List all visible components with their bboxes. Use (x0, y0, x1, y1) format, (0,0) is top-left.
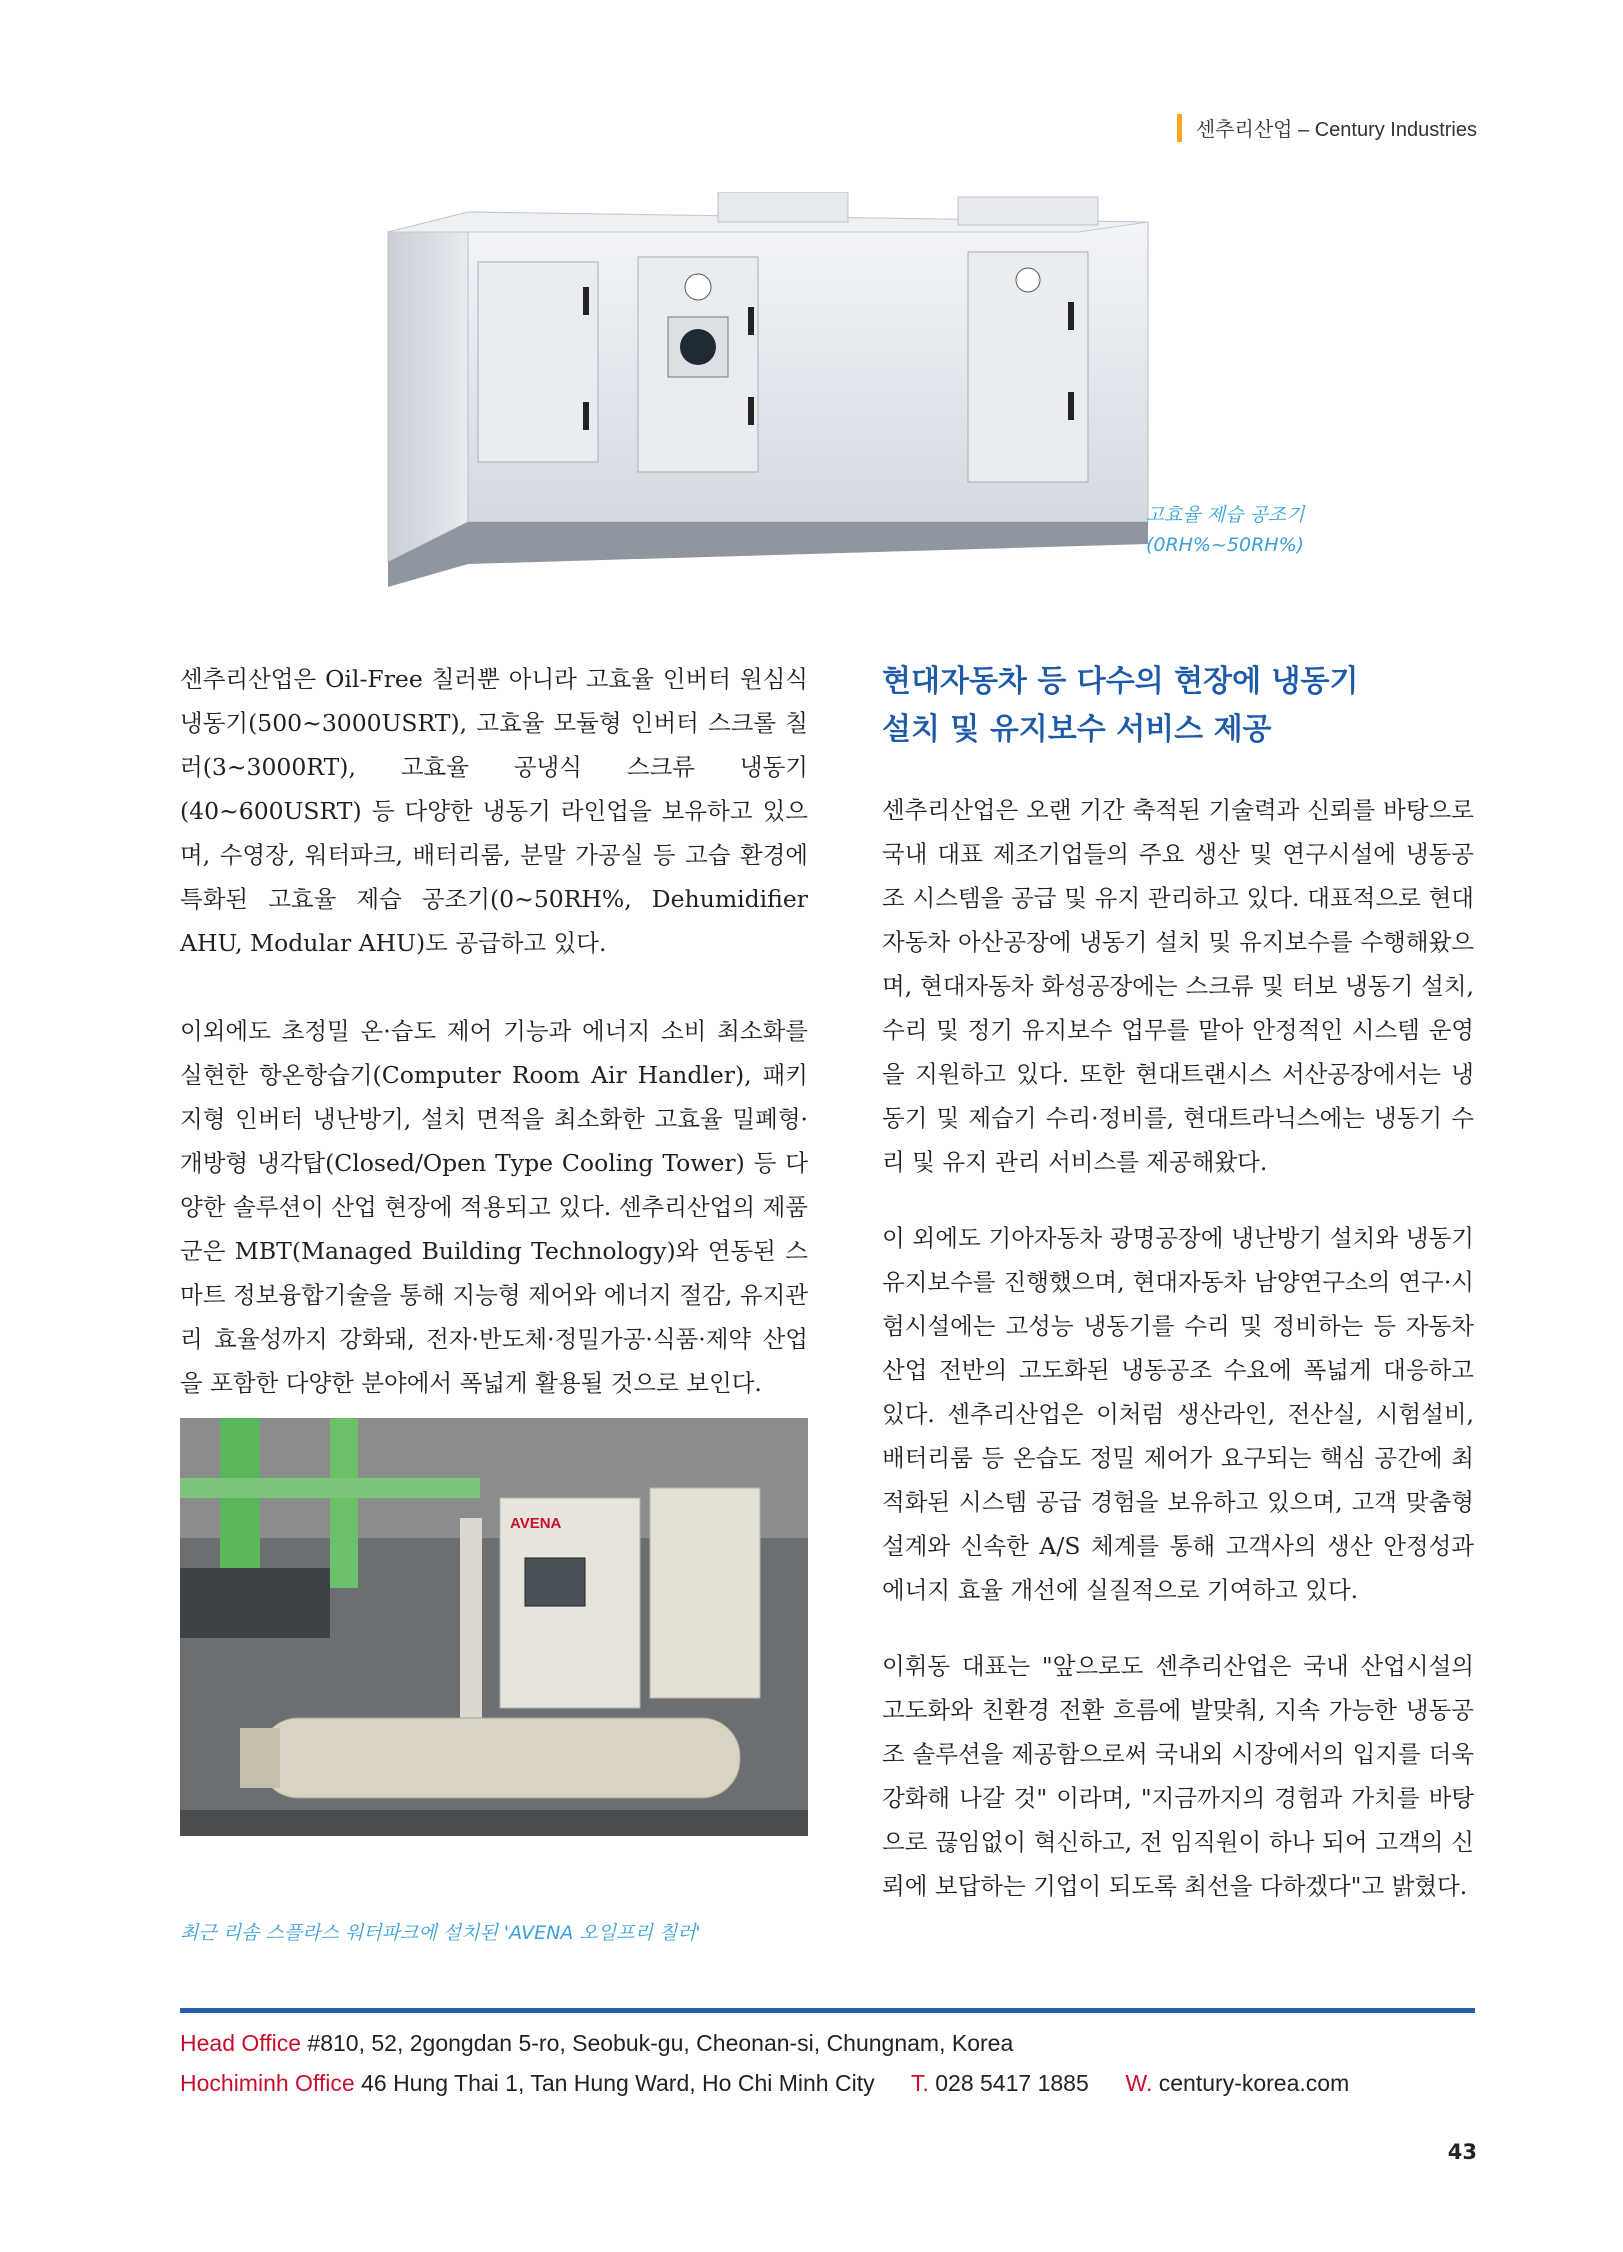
left-paragraph-2: 이외에도 초정밀 온·습도 제어 기능과 에너지 소비 최소화를 실현한 항온항습기(Computer Room Air Handler), 패키지형 인버터 냉난방기, 설치 면적을 최소화한 고효율 밀폐형·개방형 냉각탑(Closed/Open Type Cooling Tower) 등 다양한 솔루션이 산업 현장에 적용되고 있다. 센추리산업의 제품군은 MBT(Managed Building Technology)와 연동된 스마트 정보융합기술을 통해 지능형 제어와 에너지 절감, 유지관리 효율성까지 강화돼, 전자·반도체·정밀가공·식품·제약 산업을 포함한 다양한 분야에서 폭넓게 활용될 것으로 보인다. (180, 1017, 808, 1397)
ahu-caption-line1: 고효율 제습 공조기 (1145, 504, 1305, 526)
footer-rule (180, 2008, 1475, 2013)
left-column (180, 657, 808, 1405)
page-number: 43 (1447, 2140, 1477, 2164)
right-paragraph-2: 이 외에도 기아자동차 광명공장에 냉난방기 설치와 냉동기 유지보수를 진행했으며, 현대자동차 남양연구소의 연구·시험시설에는 고성능 냉동기를 수리 및 정비하는 등 자동차 산업 전반의 고도화된 냉동공조 수요에 폭넓게 대응하고 있다. 센추리산업은 이처럼 생산라인, 전산실, 시험설비, 배터리룸 등 온습도 정밀 제어가 요구되는 핵심 공간에 최적화된 시스템 공급 경험을 보유하고 있으며, 고객 맞춤형 설계와 신속한 A/S 체계를 통해 고객사의 생산 안정성과 에너지 효율 개선에 실질적으로 기여하고 있다. (882, 1224, 1474, 1604)
footer-hcm-office (180, 2070, 1349, 2097)
ahu-caption-line2: (0RH%~50RH%) (1145, 534, 1305, 556)
hcm-office-address: 46 Hung Thai 1, Tan Hung Ward, Ho Chi Minh City (361, 2070, 875, 2096)
ahu-caption (1100, 500, 1350, 560)
right-paragraph-1: 센추리산업은 오랜 기간 축적된 기술력과 신뢰를 바탕으로 국내 대표 제조기업들의 주요 생산 및 연구시설에 냉동공조 시스템을 공급 및 유지 관리하고 있다. 대표적으로 현대자동차 아산공장에 냉동기 설치 및 유지보수를 수행해왔으며, 현대자동차 화성공장에는 스크류 및 터보 냉동기 설치, 수리 및 정기 유지보수 업무를 맡아 안정적인 시스템 운영을 지원하고 있다. 또한 현대트랜시스 서산공장에서는 냉동기 및 제습기 수리·정비를, 현대트라닉스에는 냉동기 수리 및 유지 관리 서비스를 제공해왔다. (882, 796, 1474, 1176)
head-office-address: #810, 52, 2gongdan 5-ro, Seobuk-gu, Cheonan-si, Chungnam, Korea (307, 2030, 1014, 2056)
web-label: W. (1125, 2070, 1153, 2096)
header-title: 센추리산업 – Century Industries (1195, 119, 1477, 141)
avena-chiller-image (180, 1418, 808, 1836)
head-office-label: Head Office (180, 2030, 302, 2056)
section-heading-line2: 설치 및 유지보수 서비스 제공 (882, 712, 1272, 747)
right-paragraph-3: 이휘동 대표는 "앞으로도 센추리산업은 국내 산업시설의 고도화와 친환경 전환 흐름에 발맞춰, 지속 가능한 냉동공조 솔루션을 제공함으로써 국내외 시장에서의 입지를 더욱 강화해 나갈 것" 이라며, "지금까지의 경험과 가치를 바탕으로 끊임없이 혁신하고, 전 임직원이 하나 되어 고객의 신뢰에 보답하는 기업이 되도록 최선을 다하겠다"고 밝혔다. (882, 1652, 1474, 1900)
tel-label: T. (910, 2070, 929, 2096)
section-heading (882, 658, 1482, 754)
running-header (1177, 113, 1477, 142)
left-paragraph-1: 센추리산업은 Oil-Free 칠러뿐 아니라 고효율 인버터 원심식 냉동기(500~3000USRT), 고효율 모듈형 인버터 스크롤 칠러(3~3000RT), 고효율 공냉식 스크류 냉동기(40~600USRT) 등 다양한 냉동기 라인업을 보유하고 있으며, 수영장, 워터파크, 배터리룸, 분말 가공실 등 고습 환경에 특화된 고효율 제습 공조기(0~50RH%, Dehumidifier AHU, Modular AHU)도 공급하고 있다. (180, 665, 808, 957)
section-heading-line1: 현대자동차 등 다수의 현장에 냉동기 (882, 664, 1359, 699)
dehumidifier-ahu-image (378, 192, 1218, 602)
right-column (882, 788, 1474, 1908)
header-accent-bar (1177, 114, 1182, 142)
chiller-caption: 최근 리솜 스플라스 워터파크에 설치된 'AVENA 오일프리 칠러' (180, 1922, 701, 1944)
website-link[interactable]: century-korea.com (1158, 2070, 1350, 2096)
footer-head-office (180, 2030, 1013, 2057)
hcm-office-label: Hochiminh Office (180, 2070, 355, 2096)
chiller-brand-text: AVENA (510, 1515, 562, 1532)
tel-number: 028 5417 1885 (935, 2070, 1089, 2096)
